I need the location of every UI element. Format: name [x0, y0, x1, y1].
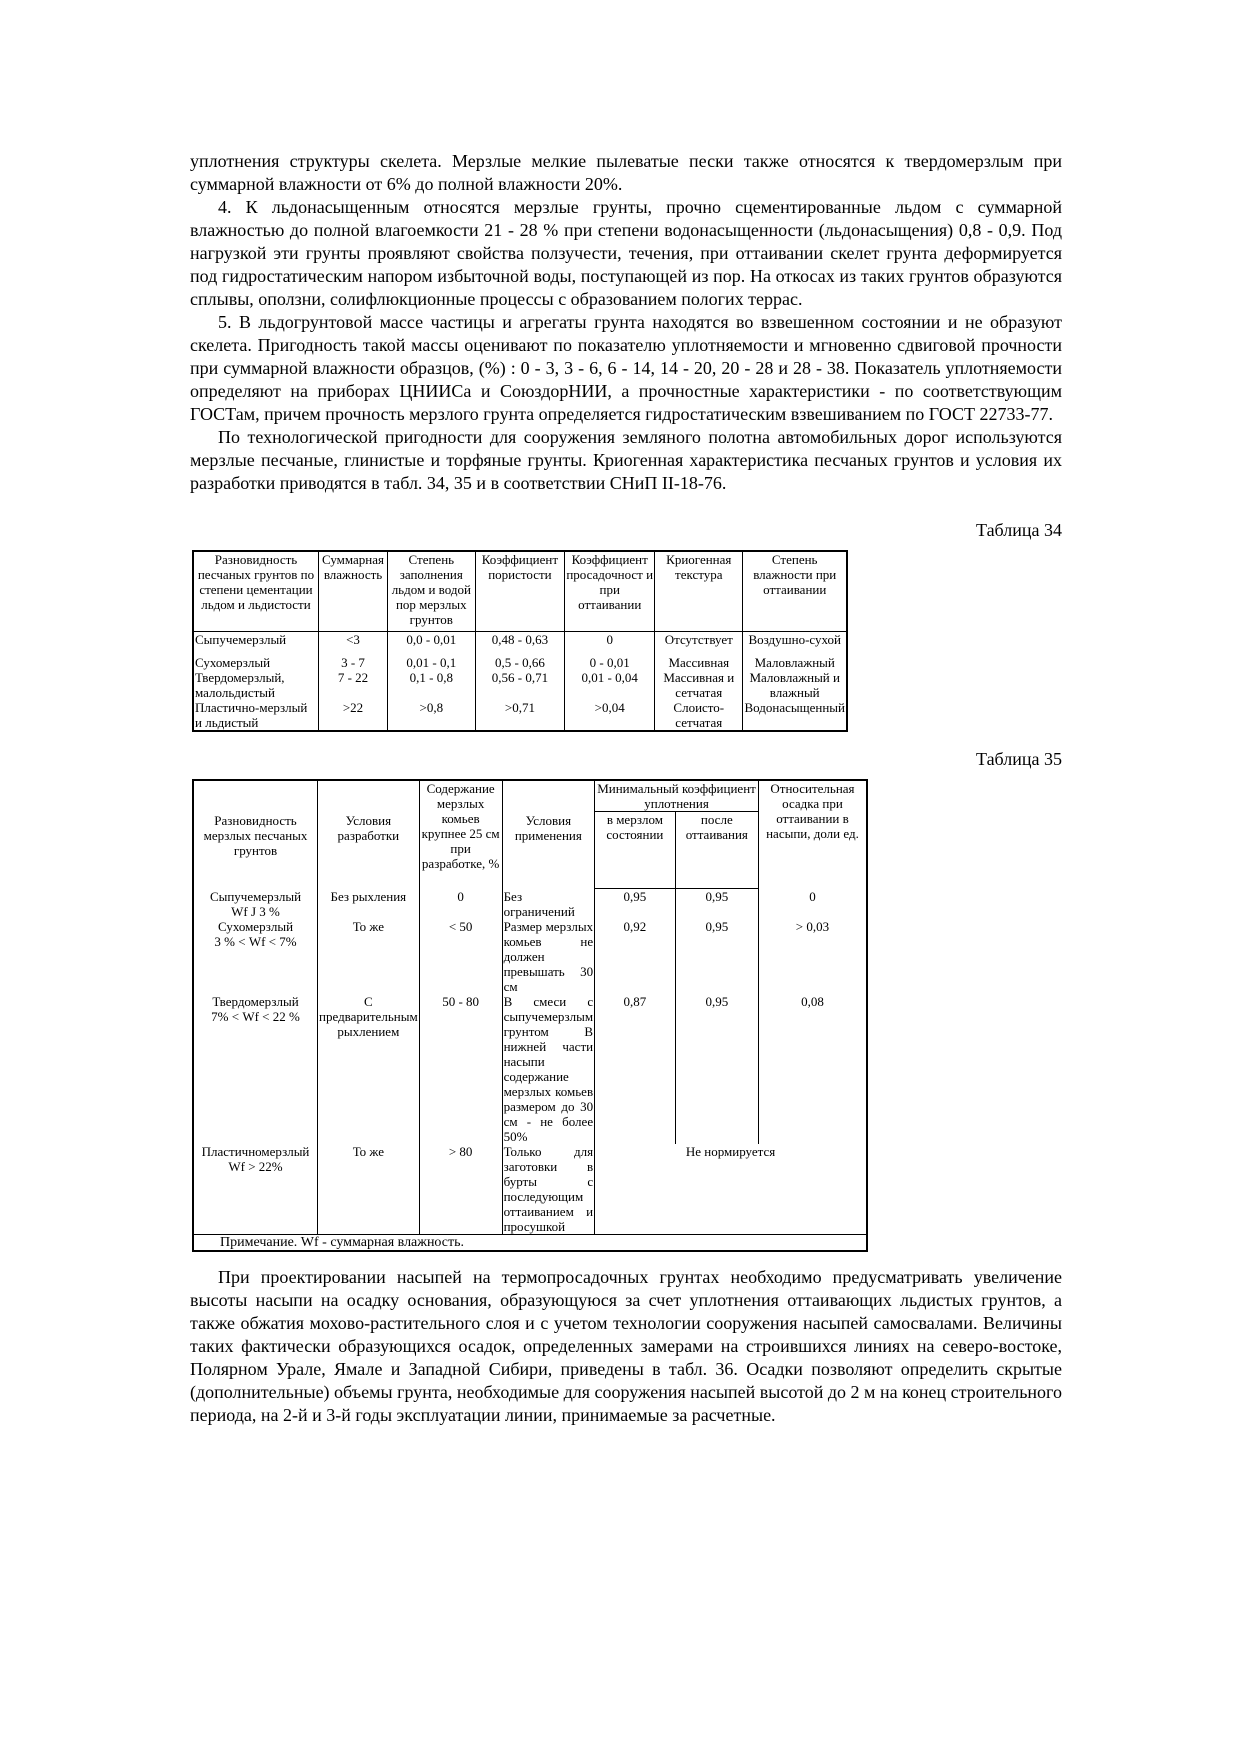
- table-35: [192, 779, 868, 1252]
- table34-cell: 0,56 - 0,71: [475, 670, 565, 700]
- table35-header: в мерзлом состоянии: [595, 812, 676, 889]
- table35-header: Относительная осадка при оттаивании в насыпи, доли ед.: [758, 780, 867, 889]
- table35-note: Примечание. Wf - суммарная влажность.: [193, 1234, 867, 1251]
- table35-cell: 0,92: [595, 919, 676, 994]
- table35-cell: 0,87: [595, 994, 676, 1144]
- table34-cell: 3 - 7: [318, 655, 387, 670]
- table34-caption: Таблица 34: [976, 520, 1062, 540]
- table34-header: Степень влажности при оттаивании: [743, 551, 847, 632]
- table-row: [193, 632, 847, 656]
- table34-cell: Твердомерзлый, малольдистый: [193, 670, 318, 700]
- table35-cell: [193, 994, 318, 1144]
- table34-cell: 0,5 - 0,66: [475, 655, 565, 670]
- variety-condition: Wf > 22%: [228, 1158, 283, 1174]
- table35-cell: [193, 919, 318, 994]
- table35-note-row: [193, 1234, 867, 1251]
- paragraph-1: уплотнения структуры скелета. Мерзлые мелкие пылеватые пески также относятся к твердомерзлым при суммарной влажности от 6% до полной влажности 20%.: [190, 151, 1062, 194]
- table35-cell: 0,08: [758, 994, 867, 1144]
- table-row: [193, 670, 847, 700]
- table34-header: Криогенная текстура: [655, 551, 743, 632]
- variety-condition: Wf J 3 %: [231, 903, 280, 919]
- table34-cell: 0,01 - 0,04: [565, 670, 655, 700]
- table34-cell: 0: [565, 632, 655, 656]
- table35-header: Условия применения: [502, 780, 595, 889]
- table34-header: Коэффициент пористости: [475, 551, 565, 632]
- table35-cell: 0,95: [675, 994, 758, 1144]
- variety-condition: 3 % < Wf < 7%: [214, 933, 297, 949]
- table35-header: Условия разработки: [318, 780, 420, 889]
- table35-cell: Размер мерзлых комьев не должен превышать 30 см: [503, 918, 594, 994]
- table34-cell: 0,48 - 0,63: [475, 632, 565, 656]
- paragraph-2: 4. К льдонасыщенным относятся мерзлые грунты, прочно сцементированные льдом с суммарной влажностью до полной влагоемкости 21 - 28 % при степени водонасыщенности (льдонасыщения) 0,8 - 0,9. Под нагрузкой эти грунты проявляют свойства ползучести, течения, при оттаивании скелет грунта деформируется под гидростатическим напором избыточной воды, поступающей из пор. На откосах из таких грунтов образуются сплывы, оползни, солифлюкционные процессы с образованием пологих террас.: [190, 197, 1062, 309]
- paragraph-4: По технологической пригодности для сооружения земляного полотна автомобильных дорог используются мерзлые песчаные, глинистые и торфяные грунты. Криогенная характеристика песчаных грунтов и условия их разработки приводятся в табл. 34, 35 и в соответствии СНиП II-18-76.: [190, 427, 1062, 493]
- paragraph-5: При проектировании насыпей на термопросадочных грунтах необходимо предусматривать увеличение высоты насыпи на осадку основания, образующуюся за счет уплотнения оттаивающих льдистых грунтов, а также обжатия мохово-растительного слоя и с учетом технологии сооружения насыпей самосвалами. Величины таких фактически образующихся осадок, определенных замерами на строившихся линиях на северо-востоке, Полярном Урале, Ямале и Западной Сибири, приведены в табл. 36. Осадки позволяют определить скрытые (дополнительные) объемы грунта, необходимые для сооружения насыпей высотой до 2 м на конец строительного периода, на 2-й и 3-й годы эксплуатации линии, принимаемые за расчетные.: [190, 1266, 1062, 1425]
- variety-name: Пластичномерзлый: [201, 1143, 310, 1159]
- table35-merged-cell: Не нормируется: [595, 1144, 867, 1235]
- table34-cell: Сухомерзлый: [193, 655, 318, 670]
- table35-caption: Таблица 35: [976, 749, 1062, 769]
- table34-cell: <3: [318, 632, 387, 656]
- table34-cell: Массивная и сетчатая: [655, 670, 743, 700]
- table34-header: Коэффициент просадочност и при оттаивании: [565, 551, 655, 632]
- table34-cell: 7 - 22: [318, 670, 387, 700]
- table35-cell: 0,95: [595, 889, 676, 919]
- table35-cell: Без ограничений: [502, 889, 595, 919]
- table34-cell: Массивная: [655, 655, 743, 670]
- table35-cell: С предварительным рыхлением: [318, 994, 420, 1144]
- table34-cell: >0,8: [388, 700, 475, 731]
- table35-cell: В смеси с сыпучемерзлым грунтом В нижней части насыпи содержание мерзлых комьев размером до 30 см - не более 50%: [503, 993, 594, 1144]
- table34-cell: Сыпучемерзлый: [193, 632, 318, 656]
- table34-header-row: [193, 551, 847, 632]
- table35-cell: [193, 1144, 318, 1235]
- table35-header-row: [193, 780, 867, 812]
- table34-header: Суммарная влажность: [318, 551, 387, 632]
- table34-cell: 0,0 - 0,01: [388, 632, 475, 656]
- table-row: [193, 919, 867, 994]
- table34-header: Степень заполнения льдом и водой пор мерзлых грунтов: [388, 551, 475, 632]
- table34-header: Разновидность песчаных грунтов по степени цементации льдом и льдистости: [193, 551, 318, 632]
- document-page: [190, 150, 1062, 1427]
- table34-cell: >22: [318, 700, 387, 731]
- table35-cell: Только для заготовки в бурты с последующим оттаиванием и просушкой: [503, 1143, 594, 1234]
- table34-cell: Воздушно-сухой: [743, 632, 847, 656]
- table35-cell: 0,95: [675, 889, 758, 919]
- table34-cell: 0,1 - 0,8: [388, 670, 475, 700]
- table-34: [192, 550, 848, 732]
- table35-header: после оттаивания: [675, 812, 758, 889]
- table35-cell: [193, 889, 318, 919]
- table35-cell: 0: [419, 889, 502, 919]
- table34-cell: Отсутствует: [655, 632, 743, 656]
- table35-cell: 50 - 80: [419, 994, 502, 1144]
- table-row: [193, 1144, 867, 1235]
- table35-cell: 0,95: [675, 919, 758, 994]
- table35-cell: То же: [318, 1144, 420, 1235]
- table35-cell: 0: [758, 889, 867, 919]
- table35-header: Разновидность мерзлых песчаных грунтов: [193, 780, 318, 889]
- table34-cell: Маловлажный и влажный: [743, 670, 847, 700]
- table-row: [193, 994, 867, 1144]
- table-row: [193, 700, 847, 731]
- variety-name: Твердомерзлый: [212, 993, 299, 1009]
- table35-cell: < 50: [419, 919, 502, 994]
- table35-header: Минимальный коэффициент уплотнения: [595, 780, 759, 812]
- table35-header: Содержание мерзлых комьев крупнее 25 см при разработке, %: [419, 780, 502, 889]
- table35-cell: > 0,03: [758, 919, 867, 994]
- table34-cell: >0,04: [565, 700, 655, 731]
- variety-name: Сыпучемерзлый: [209, 888, 302, 904]
- table34-cell: Слоисто-сетчатая: [655, 700, 743, 731]
- table34-cell: Маловлажный: [743, 655, 847, 670]
- table35-cell: > 80: [419, 1144, 502, 1235]
- table34-cell: >0,71: [475, 700, 565, 731]
- table34-cell: 0,01 - 0,1: [388, 655, 475, 670]
- table35-cell: Без рыхления: [318, 889, 420, 919]
- variety-condition: 7% < Wf < 22 %: [211, 1008, 300, 1024]
- table-row: [193, 655, 847, 670]
- variety-name: Сухомерзлый: [217, 918, 294, 934]
- table34-cell: 0 - 0,01: [565, 655, 655, 670]
- table35-cell: То же: [318, 919, 420, 994]
- paragraph-3: 5. В льдогрунтовой массе частицы и агрегаты грунта находятся во взвешенном состоянии и не образуют скелета. Пригодность такой массы оценивают по показателю уплотняемости и мгновенно сдвиговой прочности при суммарной влажности образцов, (%) : 0 - 3, 3 - 6, 6 - 14, 14 - 20, 20 - 28 и 28 - 38. Показатель уплотняемости определяют на приборах ЦНИИСа и СоюздорНИИ, а прочностные характеристики - по соответствующим ГОСТам, причем прочность мерзлого грунта определяется гидростатическим взвешиванием по ГОСТ 22733-77.: [190, 312, 1062, 424]
- table34-cell: Водонасыщенный: [743, 700, 847, 731]
- table34-cell: Пластично-мерзлый и льдистый: [193, 700, 318, 731]
- table-row: [193, 889, 867, 919]
